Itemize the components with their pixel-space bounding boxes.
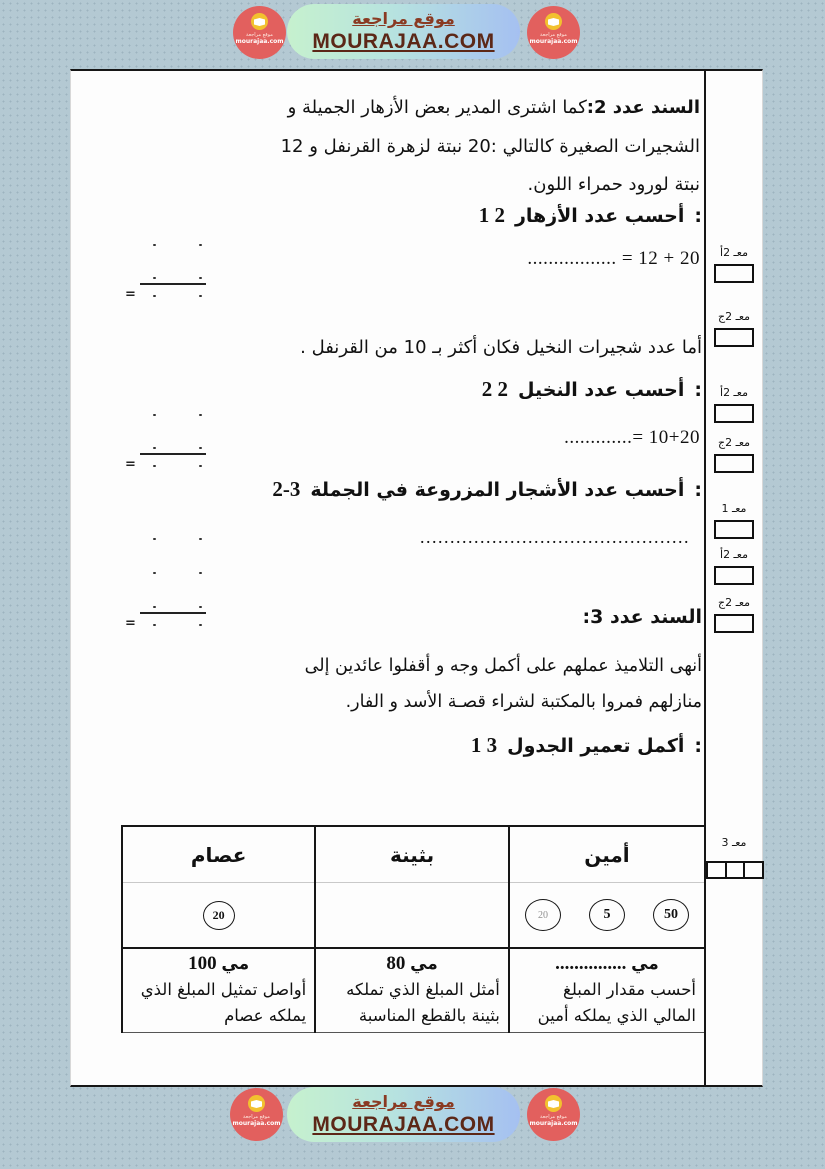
site-url-link[interactable]: MOURAJAA.COM: [312, 1112, 495, 1136]
worksheet-paper: [70, 69, 763, 1087]
site-title-arabic[interactable]: موقع مراجعة: [352, 1091, 455, 1111]
logo-site-url: mourajaa.com: [529, 1120, 578, 1127]
book-icon: [248, 1095, 265, 1112]
question-2-2-label: أحسب عدد النخيل: [517, 379, 685, 401]
question-3-1-heading: [471, 733, 702, 758]
bouthaina-task-cell: [315, 948, 509, 1033]
criterion-label: معـ 2ج: [717, 596, 751, 609]
header-issam: عصام: [122, 826, 315, 883]
criterion-label: معـ 2ج: [717, 436, 751, 449]
criterion-checkbox: [714, 404, 754, 423]
digit-row: [123, 387, 223, 420]
site-logo: [527, 6, 580, 59]
colon: :: [694, 205, 702, 227]
table-header-row: [122, 826, 705, 883]
bouthaina-task-text: أمثل المبلغ الذي تملكه بثينة بالقطع المناسبة: [346, 980, 500, 1025]
criterion-checkbox-triple: [706, 861, 764, 879]
header-amin: أمين: [509, 826, 705, 883]
question-2-2-heading: [482, 377, 702, 402]
question-2-1-number: 1 2: [478, 203, 505, 227]
digit-row: [123, 217, 223, 250]
footer-site-banner[interactable]: [287, 1087, 520, 1142]
logo-site-url: mourajaa.com: [529, 38, 578, 45]
amin-task-text: أحسب مقدار المبلغ المالي الذي يملكه أمين: [537, 980, 696, 1025]
amin-task-cell: [509, 948, 705, 1033]
criterion-item: [706, 503, 762, 539]
logo-site-name-arabic: موقع مراجعة: [540, 32, 567, 38]
colon: :: [694, 479, 702, 501]
criterion-checkbox: [714, 520, 754, 539]
digit-row: [123, 544, 223, 578]
digit-row: [123, 510, 223, 544]
result-row: [123, 455, 223, 471]
criterion-checkbox: [714, 454, 754, 473]
question-2-2-number: 2 2: [481, 377, 508, 401]
criterion-label: معـ 1: [721, 502, 747, 515]
criterion-item: [706, 247, 762, 283]
question-2-3-answer-line: .............................................: [420, 527, 690, 547]
digit-row: [123, 250, 223, 283]
palm-trees-sentence: أما عدد شجيرات النخيل فكان أكثر بـ 10 من القرنفل .: [300, 337, 702, 358]
criterion-item: [706, 549, 762, 585]
money-table: [121, 825, 706, 1033]
logo-site-url: mourajaa.com: [235, 38, 284, 45]
amin-amount: [510, 953, 704, 975]
calc-workspace-2: [123, 387, 223, 471]
bouthaina-coins-cell-empty: [315, 883, 509, 949]
criterion-label: معـ 2أ: [720, 246, 748, 259]
digit-row: [123, 578, 223, 612]
question-2-3-heading: [272, 477, 702, 502]
site-logo: [527, 1088, 580, 1141]
criterion-item: [706, 597, 762, 633]
equals-sign: =: [125, 287, 136, 302]
book-icon: [251, 13, 268, 30]
grading-margin-column: [704, 71, 762, 1085]
result-row: [123, 614, 223, 630]
logo-site-name-arabic: موقع مراجعة: [540, 1114, 567, 1120]
bouthaina-amount: [316, 953, 508, 975]
exercise3-intro-paragraph: أنهى التلاميذ عملهم على أكمل وجه و أقفلوا عائدين إلى منازلهم فمروا بالمكتبة لشراء قصـة الأسد و الفار.: [304, 656, 702, 712]
header-site-banner[interactable]: [287, 4, 520, 59]
amount-value: 80: [386, 953, 406, 974]
question-3-1-number: 1 3: [470, 733, 498, 757]
colon: :: [694, 379, 702, 401]
criterion-item: [706, 311, 762, 347]
criterion-checkbox: [714, 264, 754, 283]
table-coins-row: [122, 883, 705, 949]
table-task-row: [122, 948, 705, 1033]
equals-sign: =: [125, 457, 136, 472]
book-icon: [545, 1095, 562, 1112]
question-2-3-label: أحسب عدد الأشجار المزروعة في الجملة: [310, 479, 685, 501]
exercise2-intro-text: كما اشترى المدير بعض الأزهار الجميلة و الشجيرات الصغيرة كالتالي :20 نبتة لزهرة القرنفل و 12 نبتة لورود حمراء اللون.: [280, 97, 700, 196]
currency-unit: مي: [221, 954, 250, 974]
logo-site-name-arabic: موقع مراجعة: [246, 32, 273, 38]
criterion-label: معـ 2أ: [720, 386, 748, 399]
criterion-checkbox: [714, 328, 754, 347]
question-2-1-equation: ................. = 12 + 20: [527, 248, 700, 269]
coin-group: [510, 899, 704, 931]
currency-unit: مي: [410, 954, 438, 974]
site-title-arabic[interactable]: موقع مراجعة: [352, 8, 455, 28]
exercise2-intro-paragraph: [264, 89, 700, 205]
equals-sign: =: [125, 616, 136, 631]
coin-20: 20: [525, 899, 561, 931]
coin-50: 50: [653, 899, 689, 931]
site-logo: [233, 6, 286, 59]
issam-task-cell: [122, 948, 315, 1033]
result-row: [123, 285, 223, 301]
criterion-item: [706, 437, 762, 473]
issam-amount: [123, 953, 314, 975]
criterion-label: معـ 2ج: [717, 310, 751, 323]
issam-task-text: أواصل تمثيل المبلغ الذي يملكه عصام: [140, 980, 307, 1025]
criterion-checkbox: [714, 614, 754, 633]
question-2-1-label: أحسب عدد الأزهار: [514, 205, 685, 227]
exercise2-title: السند عدد 2:: [586, 97, 700, 118]
amin-coins-cell: [509, 883, 705, 949]
digit-row: [123, 420, 223, 453]
issam-coins-cell: [122, 883, 315, 949]
question-3-1-label: أكمل تعمير الجدول: [507, 735, 685, 757]
criterion-label: معـ 3: [721, 836, 747, 849]
calc-workspace-1: [123, 217, 223, 301]
question-2-3-number: 2-3: [272, 477, 301, 501]
coin-20: 20: [203, 901, 235, 930]
header-bouthaina: بثينة: [315, 826, 509, 883]
criterion-item: [706, 837, 762, 879]
amount-value: 100: [188, 953, 217, 974]
criterion-checkbox: [714, 566, 754, 585]
amount-dots: ...............: [555, 953, 627, 974]
question-2-1-heading: [479, 203, 702, 228]
logo-site-url: mourajaa.com: [232, 1120, 281, 1127]
site-logo: [230, 1088, 283, 1141]
site-url-link[interactable]: MOURAJAA.COM: [312, 29, 495, 53]
worksheet-content: [71, 71, 706, 1085]
logo-site-name-arabic: موقع مراجعة: [243, 1114, 270, 1120]
exercise3-title: السند عدد 3:: [582, 606, 702, 628]
colon: :: [694, 735, 702, 757]
coin-5: 5: [589, 899, 625, 931]
book-icon: [545, 13, 562, 30]
criterion-item: [706, 387, 762, 423]
criterion-label: معـ 2أ: [720, 548, 748, 561]
currency-unit: مي: [631, 954, 659, 974]
question-2-2-equation: .............= 10+20: [564, 427, 700, 448]
calc-workspace-3: [123, 510, 223, 630]
